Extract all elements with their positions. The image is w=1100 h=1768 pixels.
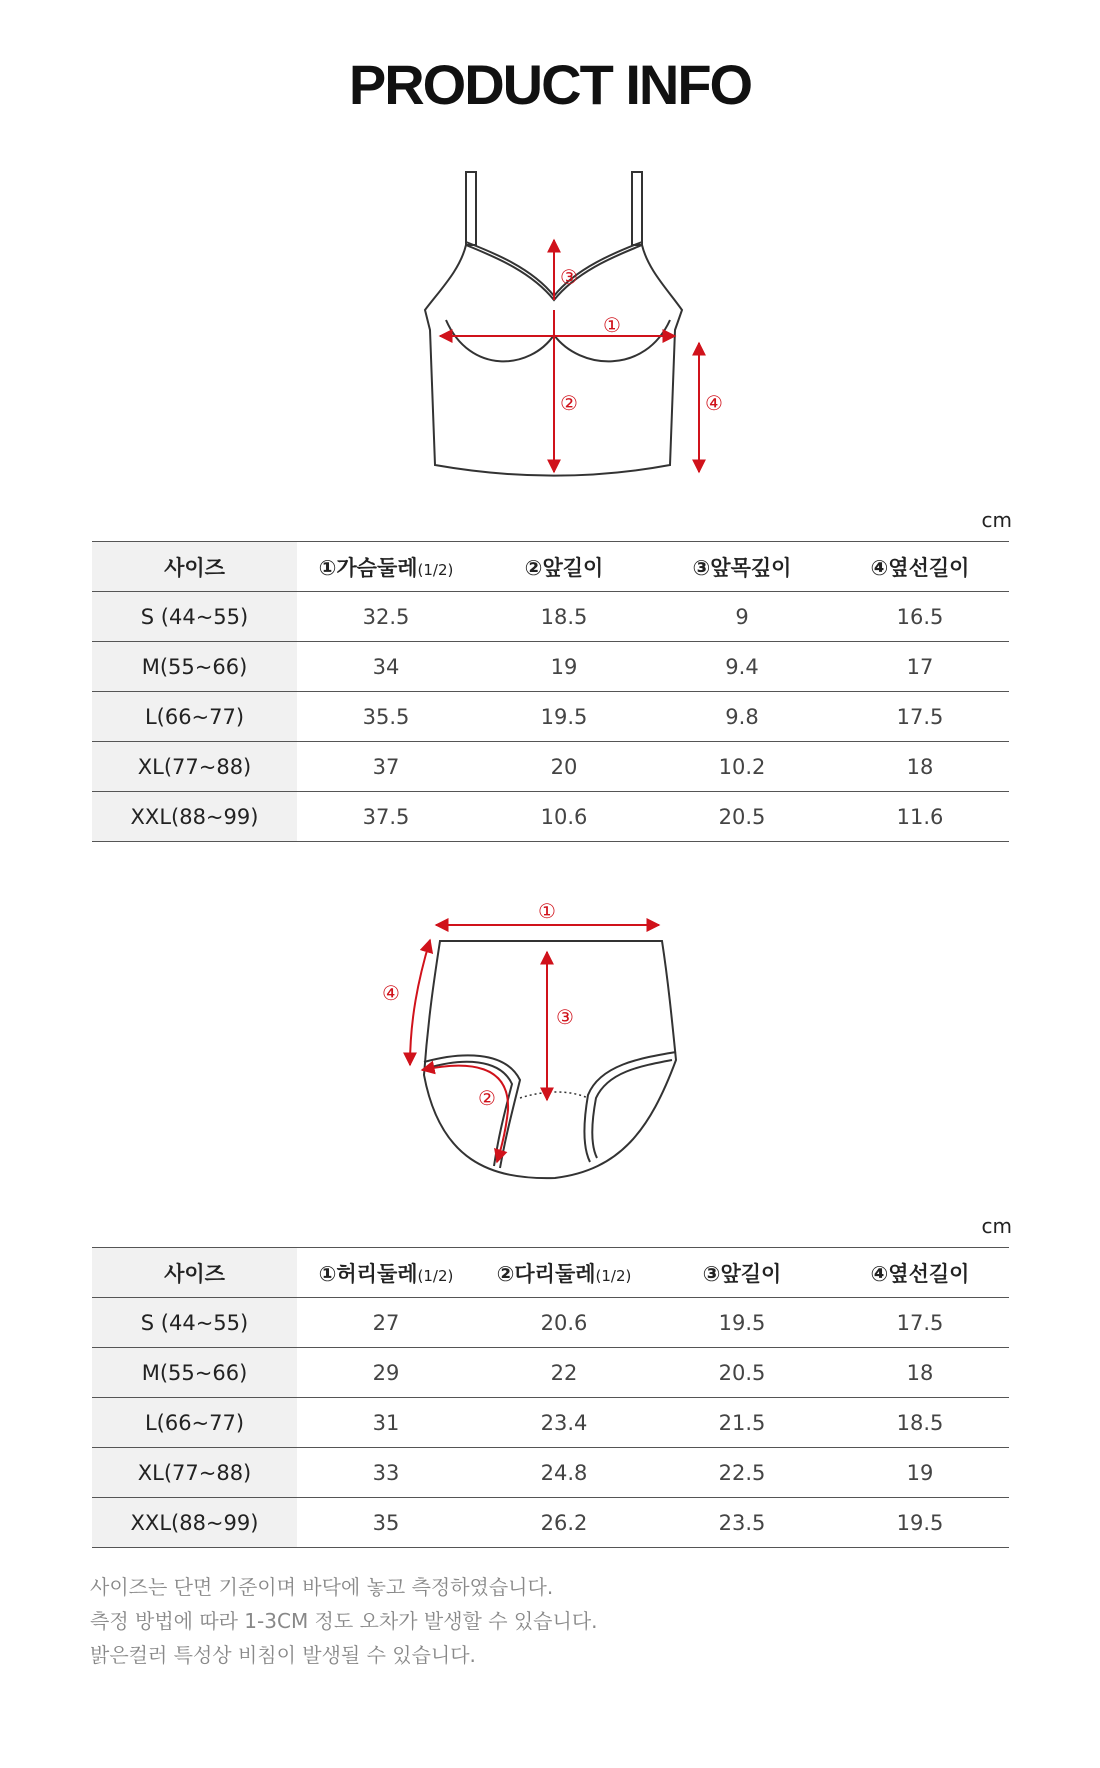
top-marker-1: ① bbox=[603, 313, 621, 337]
top-garment-diagram bbox=[0, 160, 1100, 480]
header-size: 사이즈 bbox=[92, 1248, 297, 1298]
note-line: 사이즈는 단면 기준이며 바닥에 놓고 측정하였습니다. bbox=[90, 1575, 554, 1599]
bottom-marker-3: ③ bbox=[556, 1005, 574, 1029]
table-row: M(55~66) 29 22 20.5 18 bbox=[92, 1348, 1009, 1398]
table-header-row bbox=[92, 1248, 1009, 1298]
note-line: 밝은컬러 특성상 비침이 발생될 수 있습니다. bbox=[90, 1643, 476, 1667]
table-row: S (44~55) 27 20.6 19.5 17.5 bbox=[92, 1298, 1009, 1348]
table-row: M(55~66) 34 19 9.4 17 bbox=[92, 642, 1009, 692]
table-row: L(66~77) 35.5 19.5 9.8 17.5 bbox=[92, 692, 1009, 742]
table-row: XL(77~88) 33 24.8 22.5 19 bbox=[92, 1448, 1009, 1498]
header-chest: ①가슴둘레(1/2) bbox=[297, 542, 475, 592]
table-row: S (44~55) 32.5 18.5 9 16.5 bbox=[92, 592, 1009, 642]
table-row: XXL(88~99) 37.5 10.6 20.5 11.6 bbox=[92, 792, 1009, 842]
bottom-marker-4: ④ bbox=[382, 981, 400, 1005]
top-unit-label: cm bbox=[981, 508, 1012, 532]
top-size-table bbox=[92, 541, 1009, 842]
table-header-row bbox=[92, 542, 1009, 592]
page-title: PRODUCT INFO bbox=[348, 53, 752, 116]
table-row: XL(77~88) 37 20 10.2 18 bbox=[92, 742, 1009, 792]
header-front-length: ②앞길이 bbox=[475, 542, 653, 592]
note-line: 측정 방법에 따라 1-3CM 정도 오차가 발생할 수 있습니다. bbox=[90, 1609, 598, 1633]
header-leg: ②다리둘레(1/2) bbox=[475, 1248, 653, 1298]
bottom-outline bbox=[424, 941, 676, 1178]
bottom-unit-label: cm bbox=[981, 1214, 1012, 1238]
header-side-length: ④옆선길이 bbox=[831, 1248, 1009, 1298]
bottom-measure-lines bbox=[410, 925, 659, 1162]
top-marker-4: ④ bbox=[705, 391, 723, 415]
header-size: 사이즈 bbox=[92, 542, 297, 592]
bottom-size-table bbox=[92, 1247, 1009, 1548]
bottom-marker-1: ① bbox=[538, 900, 556, 923]
bottom-garment-diagram bbox=[0, 900, 1100, 1220]
header-side-length: ④옆선길이 bbox=[831, 542, 1009, 592]
table-row: XXL(88~99) 35 26.2 23.5 19.5 bbox=[92, 1498, 1009, 1548]
top-marker-2: ② bbox=[560, 391, 578, 415]
header-front-length: ③앞길이 bbox=[653, 1248, 831, 1298]
top-marker-3: ③ bbox=[560, 265, 578, 289]
size-notes bbox=[90, 1570, 598, 1672]
header-neck-depth: ③앞목깊이 bbox=[653, 542, 831, 592]
header-waist: ①허리둘레(1/2) bbox=[297, 1248, 475, 1298]
bottom-marker-2: ② bbox=[478, 1086, 496, 1110]
table-row: L(66~77) 31 23.4 21.5 18.5 bbox=[92, 1398, 1009, 1448]
